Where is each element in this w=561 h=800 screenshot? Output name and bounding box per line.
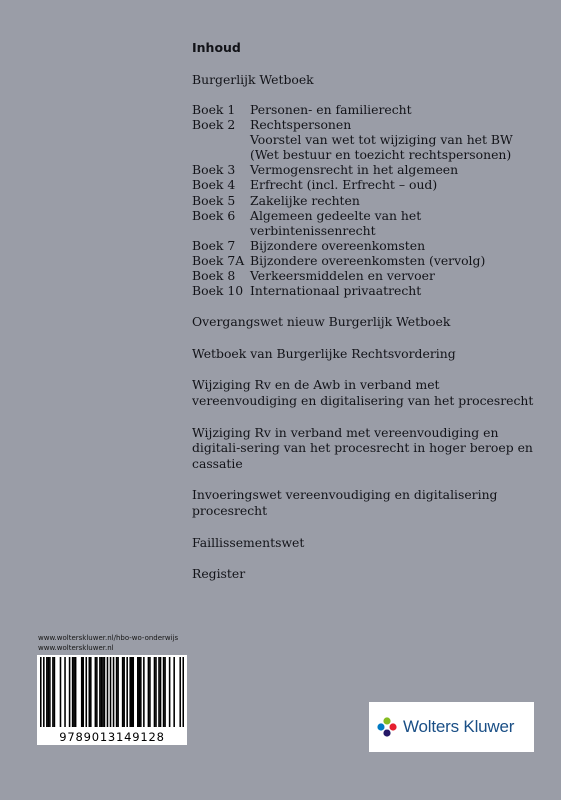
barcode-bar	[164, 657, 166, 727]
section-entry: Overgangswet nieuw Burgerlijk Wetboek	[192, 314, 451, 330]
barcode-bar	[85, 657, 87, 727]
barcode-bar	[99, 657, 101, 727]
barcode-bar	[122, 657, 124, 727]
book-number: Boek 4	[192, 177, 236, 193]
barcode-bar	[48, 657, 50, 727]
barcode-bar	[75, 657, 77, 727]
isbn-number: 9789013149128	[59, 730, 165, 744]
barcode-bar	[95, 657, 97, 727]
section-entry: Wijziging Rv en de Awb in verband met vereenvoudiging en digitalisering van het procesrecht	[192, 377, 534, 408]
book-number: Boek 8	[192, 268, 236, 284]
barcode-bar	[96, 657, 98, 727]
wolters-kluwer-logo-icon	[376, 716, 398, 738]
barcode-bar	[126, 657, 128, 727]
barcode-bar	[110, 657, 112, 727]
publisher-logo	[369, 702, 534, 752]
book-number: Boek 6	[192, 207, 236, 223]
barcode-bar	[104, 657, 106, 727]
barcode-bar	[158, 657, 160, 727]
barcode-bar	[132, 657, 134, 727]
barcode-bar	[116, 657, 118, 727]
barcode-bar	[43, 657, 45, 727]
barcode-bar	[60, 657, 62, 727]
book-row	[192, 283, 537, 298]
publisher-urls	[38, 633, 178, 653]
barcode-bar	[72, 657, 74, 727]
book-list	[192, 102, 537, 298]
barcode-bar	[160, 657, 162, 727]
section-entry: Wetboek van Burgerlijke Rechtsvordering	[192, 345, 456, 361]
barcode-bar	[140, 657, 142, 727]
barcode-bar	[89, 657, 91, 727]
barcode-bar	[82, 657, 84, 727]
book-title: Bijzondere overeenkomsten (vervolg)	[250, 252, 486, 268]
book-number: Boek 7A	[192, 252, 245, 268]
section-entry: Invoeringswet vereenvoudiging en digitalisering procesrecht	[192, 487, 498, 518]
book-number: Boek 3	[192, 162, 236, 178]
book-title: Bijzondere overeenkomsten	[250, 237, 426, 253]
book-row	[192, 208, 537, 238]
publisher-url[interactable]: www.wolterskluwer.nl	[38, 644, 114, 652]
barcode-bar	[131, 657, 133, 727]
book-number: Boek 2	[192, 117, 236, 133]
book-number: Boek 10	[192, 283, 244, 299]
book-row	[192, 268, 537, 283]
barcode-bar	[182, 657, 184, 727]
barcode-bar	[129, 657, 131, 727]
section-entry: Register	[192, 566, 246, 582]
isbn-barcode	[37, 655, 187, 745]
barcode-bar	[49, 657, 51, 727]
civil-code-title: Burgerlijk Wetboek	[192, 72, 314, 87]
education-url[interactable]: www.wolterskluwer.nl/hbo-wo-onderwijs	[38, 634, 179, 642]
barcode-bar	[40, 657, 42, 727]
barcode-bar	[139, 657, 141, 727]
book-row	[192, 177, 537, 192]
book-title: Vermogensrecht in het algemeen	[250, 162, 459, 178]
contents-heading: Inhoud	[192, 40, 241, 55]
barcode-bar	[54, 657, 56, 727]
book-title: Verkeersmiddelen en vervoer	[250, 268, 435, 284]
barcode-bar	[173, 657, 175, 727]
barcode-bar	[148, 657, 150, 727]
book-title: Zakelijke rechten	[250, 192, 360, 208]
barcode-bar	[149, 657, 151, 727]
barcode-bar	[69, 657, 71, 727]
barcode-bars	[40, 657, 184, 727]
publisher-name: Wolters Kluwer	[403, 717, 515, 736]
book-row	[192, 162, 537, 177]
book-row	[192, 253, 537, 268]
barcode-bar	[81, 657, 83, 727]
barcode-bar	[73, 657, 75, 727]
book-title: Personen- en familierecht	[250, 102, 412, 117]
barcode-bar	[154, 657, 156, 727]
barcode-bar	[155, 657, 157, 727]
book-number: Boek 1	[192, 102, 236, 117]
book-number: Boek 5	[192, 192, 236, 208]
barcode-bar	[169, 657, 171, 727]
table-of-contents	[192, 40, 537, 582]
barcode-bar	[64, 657, 66, 727]
barcode-bar	[179, 657, 181, 727]
barcode-bar	[113, 657, 115, 727]
barcode-bar	[52, 657, 54, 727]
barcode-bar	[117, 657, 119, 727]
barcode-bar	[90, 657, 92, 727]
barcode-bar	[143, 657, 145, 727]
barcode-bar	[101, 657, 103, 727]
book-row	[192, 193, 537, 208]
book-row	[192, 102, 537, 117]
barcode-bar	[46, 657, 48, 727]
book-title: Erfrecht (incl. Erfrecht – oud)	[250, 177, 438, 193]
barcode-bar	[163, 657, 165, 727]
book-row	[192, 117, 537, 132]
barcode-bar	[123, 657, 125, 727]
book-number: Boek 7	[192, 237, 236, 253]
book-title: Rechtspersonen	[250, 117, 352, 133]
book-title: Algemeen gedeelte van het verbintenissenrecht	[250, 207, 422, 238]
barcode-bar	[107, 657, 109, 727]
barcode-bar	[137, 657, 139, 727]
book-row	[192, 238, 537, 253]
book-title: Internationaal privaatrecht	[250, 283, 422, 299]
barcode-bar	[102, 657, 104, 727]
book-note: Voorstel van wet tot wijziging van het BW (Wet bestuur en toezicht rechtspersonen)	[250, 132, 513, 163]
section-entry: Wijziging Rv in verband met vereenvoudiging en digitali-sering van het procesrecht in hoger beroep en cassatie	[192, 424, 533, 471]
section-entry: Faillissementswet	[192, 534, 305, 550]
